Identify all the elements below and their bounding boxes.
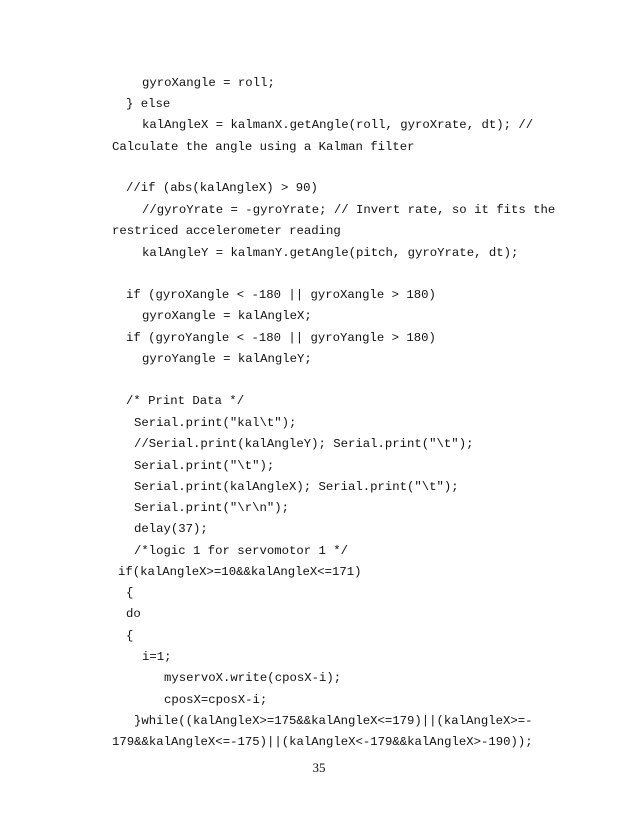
code-line: 179&&kalAngleX<=-175)||(kalAngleX<-179&&kalAngleX>-190)); bbox=[112, 735, 533, 749]
code-line: Calculate the angle using a Kalman filter bbox=[112, 140, 415, 154]
code-line: if (gyroYangle < -180 || gyroYangle > 180) bbox=[126, 331, 436, 345]
code-line: /* Print Data */ bbox=[126, 394, 245, 408]
code-line: kalAngleY = kalmanY.getAngle(pitch, gyroYrate, dt); bbox=[142, 246, 519, 260]
code-line: Serial.print(kalAngleX); Serial.print("\t"); bbox=[134, 480, 459, 494]
code-line: Serial.print("kal\t"); bbox=[134, 416, 297, 430]
code-line: }while((kalAngleX>=175&&kalAngleX<=179)||(kalAngleX>=- bbox=[134, 714, 533, 728]
code-line: //Serial.print(kalAngleY); Serial.print("\t"); bbox=[134, 437, 474, 451]
code-line: Serial.print("\t"); bbox=[134, 459, 275, 473]
code-line: { bbox=[126, 629, 134, 643]
code-line: delay(37); bbox=[134, 522, 208, 536]
code-line: restriced accelerometer reading bbox=[112, 224, 341, 238]
code-line: { bbox=[126, 586, 134, 600]
code-line: /*logic 1 for servomotor 1 */ bbox=[134, 544, 349, 558]
code-line: gyroXangle = kalAngleX; bbox=[142, 309, 312, 323]
code-line: cposX=cposX-i; bbox=[164, 693, 268, 707]
code-line: //if (abs(kalAngleX) > 90) bbox=[126, 181, 318, 195]
code-line: gyroYangle = kalAngleY; bbox=[142, 352, 312, 366]
code-line: //gyroYrate = -gyroYrate; // Invert rate, so it fits the bbox=[142, 203, 556, 217]
code-line: myservoX.write(cposX-i); bbox=[164, 671, 342, 685]
code-line: Serial.print("\r\n"); bbox=[134, 501, 289, 515]
page-number: 35 bbox=[312, 760, 326, 775]
code-line: gyroXangle = roll; bbox=[142, 76, 275, 90]
code-line: } else bbox=[126, 97, 171, 111]
code-line: if (gyroXangle < -180 || gyroXangle > 180) bbox=[126, 288, 436, 302]
code-line: do bbox=[126, 607, 141, 621]
code-line: if(kalAngleX>=10&&kalAngleX<=171) bbox=[118, 565, 362, 579]
code-line: kalAngleX = kalmanX.getAngle(roll, gyroXrate, dt); // bbox=[142, 118, 534, 132]
code-line: i=1; bbox=[142, 650, 172, 664]
